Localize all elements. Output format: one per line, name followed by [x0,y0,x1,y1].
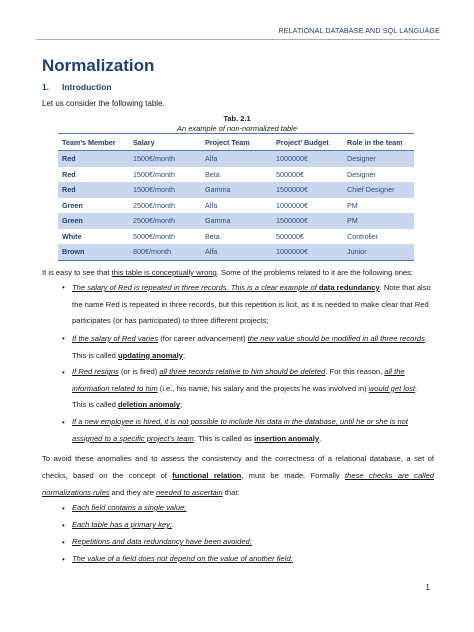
table-row [58,244,414,260]
bullet-icon: • [62,504,65,513]
bullet-icon: • [62,283,65,292]
table-cell: 500000€ [276,231,304,241]
column-header: Team’s Member [58,134,129,151]
normalization-paragraph: To avoid these anomalies and to assess the consistency and the correctness of a relational database, a set of checks, based on the concept of functional relation, must be made. Formally these checks are called normalizations rules and they are needed to ascertain that: [42,454,434,497]
table-row [58,198,414,214]
table-cell: Alfa [201,151,272,167]
column-header: Salary [129,134,201,151]
section-title: Introduction [62,82,112,92]
list-item: If a new employee is hired, it is not possible to include his data in the database, until he or she is not assigned to a specific project’s team. This is called as insertion anomaly. [72,417,409,443]
table-cell: Alfa [201,244,272,260]
table-cell: Controller [347,231,379,241]
table-cell: Designer [343,151,414,167]
table-caption: An example of non-normalized table [176,124,298,133]
table-cell: PM [343,213,414,229]
table-cell: Red [58,151,129,167]
chapter-title: Normalization [42,56,155,75]
column-header: Role in the team [343,134,414,151]
table-row [58,151,414,167]
table-cell: 1500€/month [129,182,201,198]
table-cell: 1500000€ [272,213,343,229]
table-cell: 1000000€ [272,244,343,260]
table-cell: 1500€/month [129,151,201,167]
list-item: Each table has a primary key; [72,520,173,529]
bullet-icon: • [62,555,65,564]
table-cell: Beta [205,231,220,241]
table-cell: 1000000€ [276,200,308,210]
table-cell: PM [347,200,358,210]
problems-paragraph: It is easy to see that this table is conceptually wrong. Some of the problems related to it are the following ones: [42,268,414,277]
bullet-icon: • [62,521,65,530]
table-row [58,182,414,198]
table-cell: 500000€ [276,169,304,179]
section-heading [42,82,112,92]
list-item: If Red resigns (or is fired) all three records relative to him should be deleted. For this reason, all the information related to him (i.e., his name, his salary and the projects he was involved in) would get lost. This is called deletion anomaly; [72,367,418,410]
table-cell: Chief Designer [343,182,414,198]
bullet-icon: • [62,368,65,377]
table-cell: 800€/month [129,244,201,260]
table-cell: Designer [347,169,376,179]
table-cell: Gamma [201,182,272,198]
bullet-icon: • [62,418,65,427]
table-cell: Junior [343,244,414,260]
list-item: Repetitions and data redundancy have been avoided; [72,537,252,546]
table-cell: Red [62,169,76,179]
list-item: Each field contains a single value; [72,503,187,512]
column-header: Project’ Budget [272,134,343,151]
table-cell: Brown [58,244,129,260]
column-header: Project Team [201,134,272,151]
table-cell: 1000000€ [272,151,343,167]
table-cell: 2500€/month [133,200,175,210]
list-item: If the salary of Red varies (for career advancement) the new value should be modified in all three records. This is called updating anomaly; [72,334,428,360]
table-cell: Green [58,213,129,229]
table-row [58,229,414,245]
table-cell: 1500000€ [272,182,343,198]
table-cell: Beta [205,169,220,179]
table-cell: Alfa [205,200,218,210]
table-cell: 1500€/month [133,169,175,179]
table-cell: White [62,231,82,241]
table-row [58,167,414,183]
table-row [58,213,414,229]
intro-paragraph: Let us consider the following table. [42,99,165,108]
list-item: The salary of Red is repeated in three records. This is a clear example of data redundancy. Note that also the name Red is repeated in three records, but this repetition is licit, as it is needed to make clear that Red participates (or has participated) to three different projects; [72,283,431,326]
page-number: 1 [425,583,430,592]
table-cell: Red [58,182,129,198]
table-header-row [58,134,414,151]
table-cell: 2500€/month [129,213,201,229]
list-item: The value of a field does not depend on the value of another field. [72,554,293,563]
table-label: Tab. 2.1 [223,114,251,123]
table-cell: Gamma [201,213,272,229]
table-cell: Green [62,200,83,210]
bullet-icon: • [62,334,65,343]
data-table [58,133,414,261]
running-header: RELATIONAL DATABASE AND SQL LANGUAGE [36,26,440,40]
table-cell: 5000€/month [133,231,175,241]
bullet-icon: • [62,538,65,547]
section-number: 1. [42,82,50,92]
